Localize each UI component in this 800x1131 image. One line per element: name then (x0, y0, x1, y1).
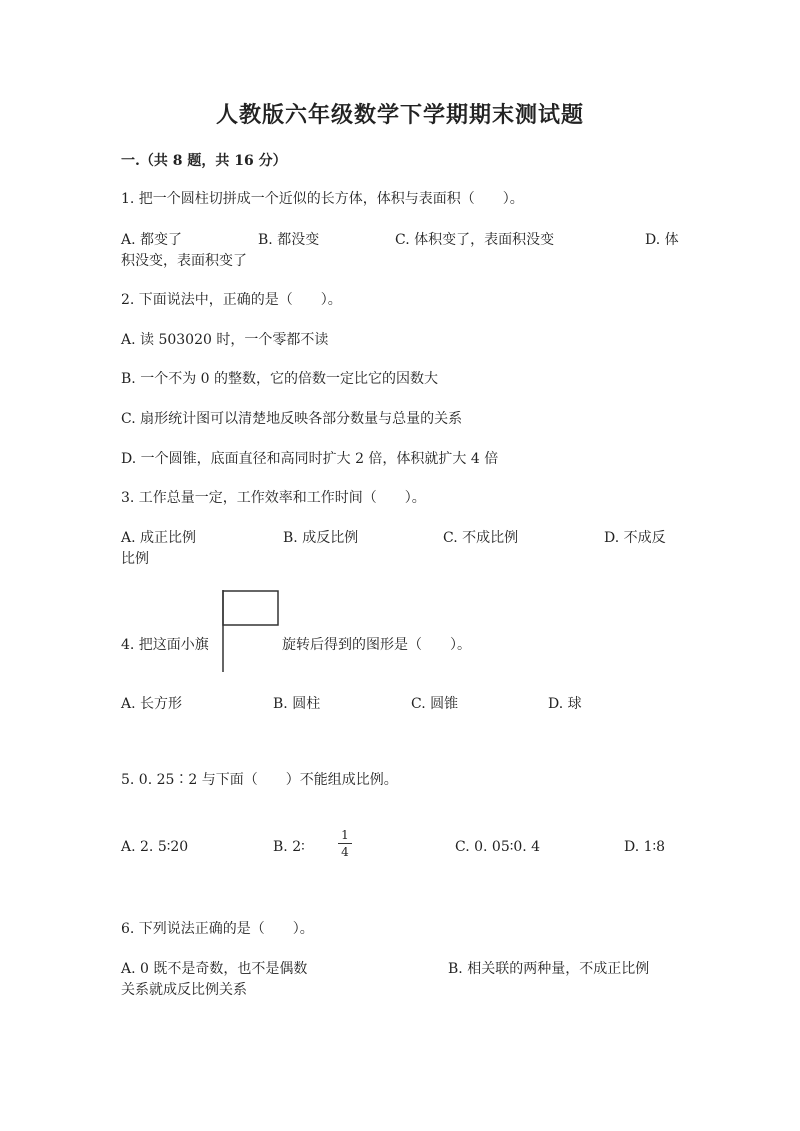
question-4-option-d: D. 球 (548, 696, 582, 712)
question-3-option-c: C. 不成比例 (443, 530, 519, 546)
question-3-option-d: D. 不成反 (604, 530, 666, 546)
question-2-option-a: A. 读 503020 时，一个零都不读 (121, 332, 329, 348)
flag-figure (222, 590, 282, 672)
question-1-option-b: B. 都没变 (258, 232, 320, 248)
question-4-option-a: A. 长方形 (121, 696, 183, 712)
question-5-option-a: A. 2. 5∶20 (121, 839, 189, 855)
question-1-option-c: C. 体积变了，表面积没变 (395, 232, 555, 248)
question-5-option-b-fraction (338, 828, 352, 859)
fraction-denominator: 4 (341, 845, 349, 859)
question-2-option-d: D. 一个圆锥，底面直径和高同时扩大 2 倍，体积就扩大 4 倍 (121, 451, 499, 467)
section-heading: 一.（共 8 题，共 16 分） (121, 153, 287, 169)
question-4-stem-after: 旋转后得到的图形是（ ）。 (282, 637, 471, 653)
question-3-option-b: B. 成反比例 (283, 530, 359, 546)
question-3-option-d-continued: 比例 (121, 551, 149, 567)
page-title: 人教版六年级数学下学期期末测试题 (215, 102, 584, 128)
question-1-option-d: D. 体 (645, 232, 679, 248)
question-1-stem: 1. 把一个圆柱切拼成一个近似的长方体，体积与表面积（ ）。 (121, 191, 524, 207)
question-6-option-b: B. 相关联的两种量，不成正比例 (448, 961, 650, 977)
fraction-numerator: 1 (341, 828, 349, 842)
question-5-option-b: B. 2∶ (273, 839, 305, 855)
question-1-option-a: A. 都变了 (121, 232, 183, 248)
question-2-stem: 2. 下面说法中，正确的是（ ）。 (121, 292, 342, 308)
question-2-option-b: B. 一个不为 0 的整数，它的倍数一定比它的因数大 (121, 371, 438, 387)
question-1-option-d-continued: 积没变，表面积变了 (121, 253, 247, 269)
question-3-stem: 3. 工作总量一定，工作效率和工作时间（ ）。 (121, 490, 426, 506)
question-6-option-b-continued: 关系就成反比例关系 (121, 982, 247, 998)
question-5-stem: 5. 0. 25∶2 与下面（ ）不能组成比例。 (121, 772, 398, 788)
question-6-option-a: A. 0 既不是奇数，也不是偶数 (121, 961, 308, 977)
question-4-option-b: B. 圆柱 (273, 696, 321, 712)
question-5-option-d: D. 1∶8 (624, 839, 666, 855)
question-5-option-c: C. 0. 05∶0. 4 (455, 839, 541, 855)
fraction-bar (338, 843, 352, 844)
question-6-stem: 6. 下列说法正确的是（ ）。 (121, 921, 314, 937)
question-3-option-a: A. 成正比例 (121, 530, 197, 546)
question-4-stem-before: 4. 把这面小旗 (121, 637, 209, 653)
question-4-option-c: C. 圆锥 (411, 696, 459, 712)
question-2-option-c: C. 扇形统计图可以清楚地反映各部分数量与总量的关系 (121, 411, 463, 427)
